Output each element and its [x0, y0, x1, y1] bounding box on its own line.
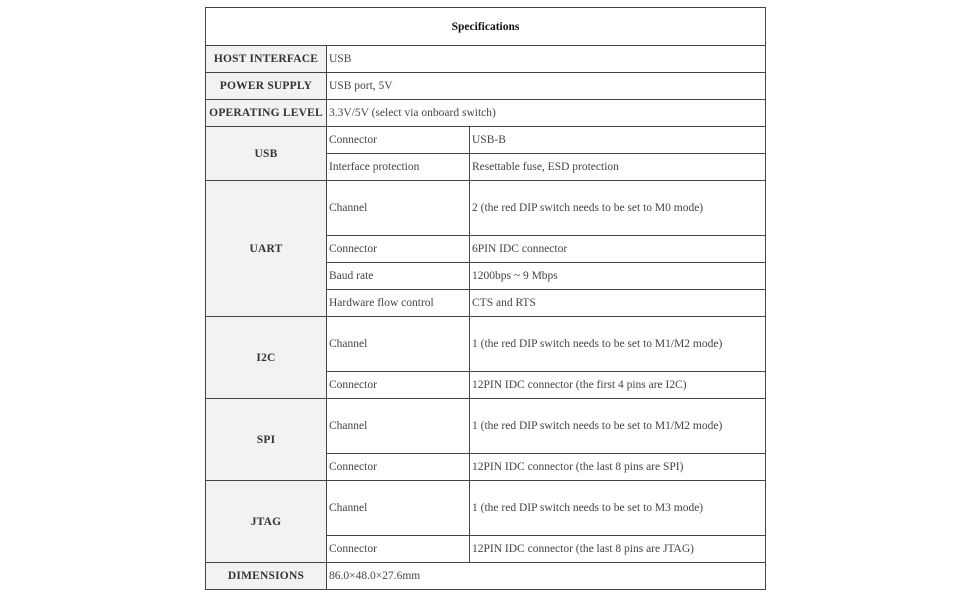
- i2c-item-value: 12PIN IDC connector (the first 4 pins are I2C): [470, 372, 766, 399]
- table-title: Specifications: [206, 8, 766, 46]
- host-interface-label: HOST INTERFACE: [206, 46, 327, 73]
- usb-item-value: USB-B: [470, 127, 766, 154]
- jtag-label: JTAG: [206, 481, 327, 563]
- usb-item-value: Resettable fuse, ESD protection: [470, 154, 766, 181]
- jtag-item-name: Channel: [327, 481, 470, 536]
- uart-item-name: Channel: [327, 181, 470, 236]
- uart-item-name: Hardware flow control: [327, 290, 470, 317]
- i2c-item-name: Channel: [327, 317, 470, 372]
- uart-item-value: 6PIN IDC connector: [470, 236, 766, 263]
- jtag-item-name: Connector: [327, 536, 470, 563]
- uart-item-value: 1200bps ~ 9 Mbps: [470, 263, 766, 290]
- table-row: [206, 181, 766, 236]
- table-row: [206, 100, 766, 127]
- host-interface-value: USB: [327, 46, 766, 73]
- table-row: [206, 481, 766, 536]
- table-row: [206, 73, 766, 100]
- jtag-item-value: 1 (the red DIP switch needs to be set to M3 mode): [470, 481, 766, 536]
- spi-label: SPI: [206, 399, 327, 481]
- table-row: [206, 127, 766, 154]
- i2c-item-value: 1 (the red DIP switch needs to be set to M1/M2 mode): [470, 317, 766, 372]
- specifications-table: [205, 7, 766, 590]
- power-supply-value: USB port, 5V: [327, 73, 766, 100]
- spi-item-value: 1 (the red DIP switch needs to be set to M1/M2 mode): [470, 399, 766, 454]
- dimensions-label: DIMENSIONS: [206, 563, 327, 590]
- uart-label: UART: [206, 181, 327, 317]
- spi-item-name: Connector: [327, 454, 470, 481]
- i2c-label: I2C: [206, 317, 327, 399]
- jtag-item-value: 12PIN IDC connector (the last 8 pins are JTAG): [470, 536, 766, 563]
- uart-item-name: Connector: [327, 236, 470, 263]
- uart-item-name: Baud rate: [327, 263, 470, 290]
- i2c-item-name: Connector: [327, 372, 470, 399]
- usb-label: USB: [206, 127, 327, 181]
- uart-item-value: 2 (the red DIP switch needs to be set to M0 mode): [470, 181, 766, 236]
- spi-item-name: Channel: [327, 399, 470, 454]
- dimensions-value: 86.0×48.0×27.6mm: [327, 563, 766, 590]
- table-row: [206, 46, 766, 73]
- power-supply-label: POWER SUPPLY: [206, 73, 327, 100]
- table-row: [206, 563, 766, 590]
- table-row: [206, 399, 766, 454]
- operating-level-label: OPERATING LEVEL: [206, 100, 327, 127]
- spi-item-value: 12PIN IDC connector (the last 8 pins are SPI): [470, 454, 766, 481]
- usb-item-name: Interface protection: [327, 154, 470, 181]
- uart-item-value: CTS and RTS: [470, 290, 766, 317]
- operating-level-value: 3.3V/5V (select via onboard switch): [327, 100, 766, 127]
- usb-item-name: Connector: [327, 127, 470, 154]
- table-row: [206, 317, 766, 372]
